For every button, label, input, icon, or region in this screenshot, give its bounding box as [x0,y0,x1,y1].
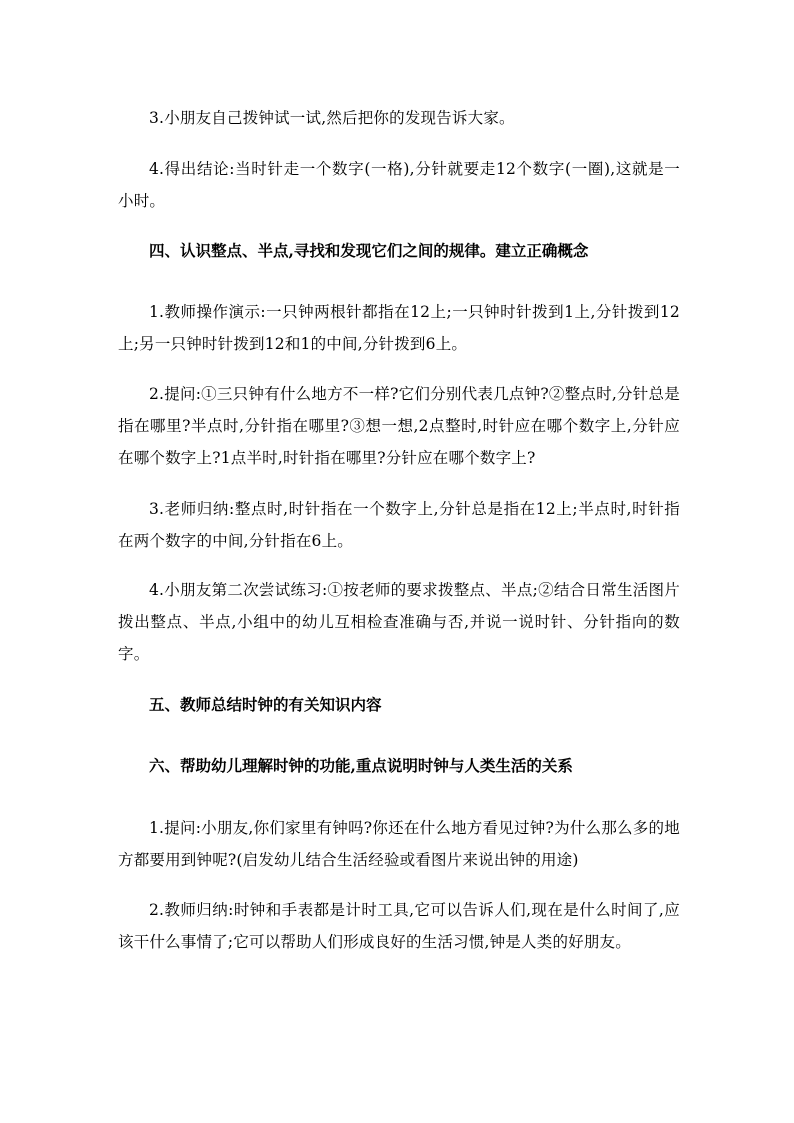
heading-section-four: 四、认识整点、半点,寻找和发现它们之间的规律。建立正确概念 [149,241,589,260]
paragraph-teacher-demo: 1.教师操作演示:一只钟两根针都指在12上;一只钟时针拨到1上,分针拨到12上;另一只钟时针拨到12和1的中间,分针拨到6上。 [118,303,680,353]
paragraph-second-practice: 4.小朋友第二次尝试练习:①按老师的要求拨整点、半点;②结合日常生活图片拨出整点、半点,小组中的幼儿互相检查准确与否,并说一说时针、分针指向的数字。 [118,581,680,663]
paragraph-home-clock-question: 1.提问:小朋友,你们家里有钟吗?你还在什么地方看见过钟?为什么那么多的地方都要用到钟呢?(启发幼儿结合生活经验或看图片来说出钟的用途) [118,819,680,869]
heading-section-six: 六、帮助幼儿理解时钟的功能,重点说明时钟与人类生活的关系 [149,756,573,775]
paragraph-clock-try: 3.小朋友自己拨钟试一试,然后把你的发现告诉大家。 [149,109,515,127]
paragraph-conclusion-hour: 4.得出结论:当时针走一个数字(一格),分针就要走12个数字(一圈),这就是一小时。 [118,160,680,210]
paragraph-teacher-summary: 3.老师归纳:整点时,时针指在一个数字上,分针总是指在12上;半点时,时针指在两个数字的中间,分针指在6上。 [118,500,680,550]
paragraph-questions: 2.提问:①三只钟有什么地方不一样?它们分别代表几点钟?②整点时,分针总是指在哪里?半点时,分针指在哪里?③想一想,2点整时,时针应在哪个数字上,分针应在哪个数字上?1点半时,时针指在哪里?分针应在哪个数字上? [118,385,680,467]
heading-section-five: 五、教师总结时钟的有关知识内容 [149,695,382,714]
paragraph-clock-function-summary: 2.教师归纳:时钟和手表都是计时工具,它可以告诉人们,现在是什么时间了,应该干什么事情了;它可以帮助人们形成良好的生活习惯,钟是人类的好朋友。 [118,901,680,951]
